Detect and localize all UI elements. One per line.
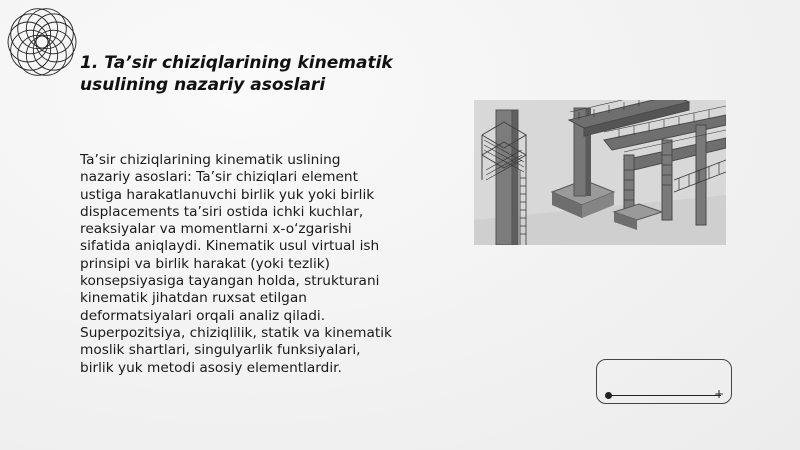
body-line: konsepsiyasiga tayangan holda, strukturani: [80, 273, 380, 290]
body-line: deformatsiyalari orqali analiz qiladi.: [80, 307, 326, 324]
timeline-line: [608, 395, 721, 396]
steel-structure-image: [474, 100, 726, 245]
plus-icon: +: [714, 387, 725, 401]
dot-icon: [605, 392, 612, 399]
body-line: nazariy asoslari: Ta’sir chiziqlari element: [80, 169, 358, 186]
slide-body-text: [80, 152, 425, 377]
body-line: reaksiyalar va momentlarni x-o‘zgarishi: [80, 221, 352, 238]
body-line: birlik yuk metodi asosiy elementlardir.: [80, 359, 342, 376]
body-line: displacements ta’siri ostida ichki kuchlar,: [80, 203, 364, 220]
spirograph-logo-icon: [4, 4, 80, 80]
body-line: sifatida aniqlaydi. Kinematik usul virtual ish: [80, 238, 380, 255]
body-line: Ta’sir chiziqlarining kinematik uslining: [80, 152, 341, 168]
body-line: kinematik jihatdan ruxsat etilgan: [80, 290, 307, 307]
slide-title-line: 1. Ta’sir chiziqlarining kinematik: [80, 53, 393, 73]
body-line: ustiga harakatlanuvchi birlik yuk yoki birlik: [80, 186, 375, 203]
slide-title: [80, 52, 420, 96]
slide-title-line: usulining nazariy asoslari: [80, 75, 326, 95]
steel-structure-illustration: [474, 100, 726, 245]
body-line: moslik shartlari, singulyarlik funksiyalari,: [80, 342, 361, 359]
body-line: prinsipi va birlik harakat (yoki tezlik): [80, 255, 331, 272]
timeline-widget: [596, 359, 732, 404]
body-line: Superpozitsiya, chiziqlilik, statik va kinematik: [80, 324, 392, 341]
